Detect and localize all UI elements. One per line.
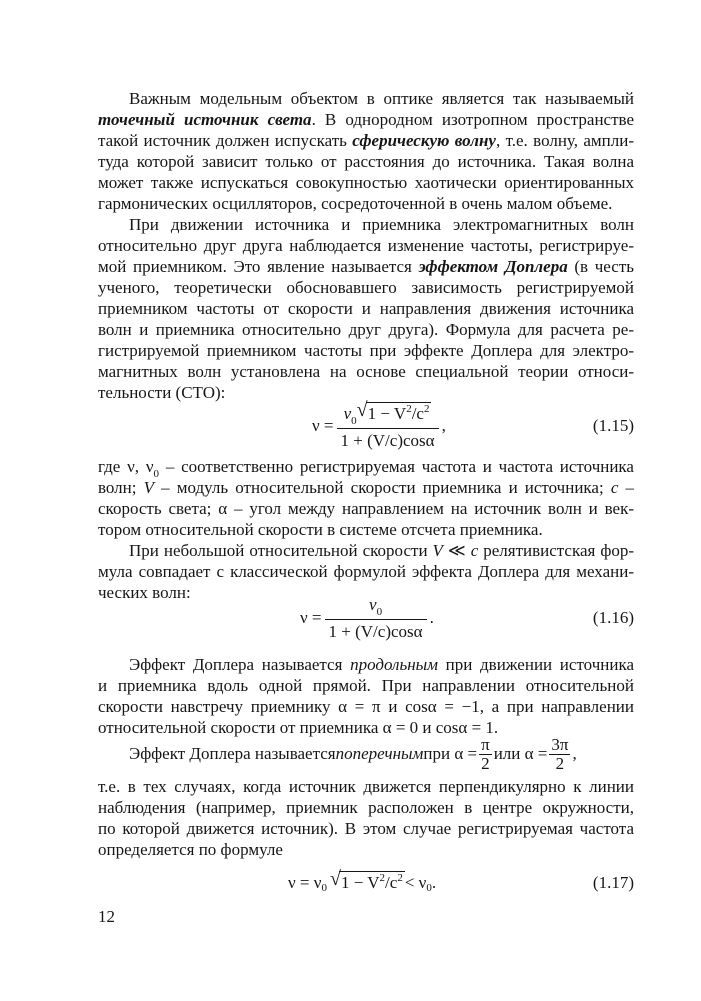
- p4-line-1: При небольшой относительной скорости V ≪ c релятивистская фор-: [129, 541, 634, 560]
- sqrt-symbol: √ $1 - V^2/c^2$: [357, 402, 432, 426]
- term-point-source: точечный источник света: [98, 110, 312, 129]
- p1-line-6: гармонических осцилляторов, сосредоточенной в очень малом объеме.: [98, 194, 613, 213]
- equation-number: (1.17): [592, 873, 634, 892]
- p5-line-4: относительной скорости от приемника α = 0 и cosα = 1.: [98, 718, 499, 737]
- p5-line-3: скорости навстречу приемнику α = π и cosα = −1, а при направлении: [98, 697, 634, 716]
- p5-line-1: Эффект Доплера называется продольным при движении источника: [129, 655, 635, 674]
- p6-line-1: Эффект Доплера называется поперечным при α = $\frac{\pi}{2}$ или α = $\frac{3\pi}{2}$ ,: [129, 734, 577, 773]
- p3-line-4: тором относительной скорости в системе отсчета приемника.: [98, 520, 543, 539]
- p1-line-5: может также испускаться совокупностью хаотически ориентированных: [98, 173, 634, 192]
- p2-line-3: мой приемником. Это явление называется эффектом Доплера (в честь: [98, 257, 635, 276]
- p3-line-3: скорость света; α – угол между направлением на источник волн и век-: [98, 499, 634, 518]
- p2-line-6: волн и приемника относительно друг друга). Формула для расчета ре-: [98, 320, 634, 339]
- p2-line-5: приемником частоты от скорости и направления движения источника: [98, 299, 634, 318]
- p2-line-9: тельности (СТО):: [98, 383, 226, 402]
- equation-1-16: ν = $\frac{\nu_0}{1 + (V/c)\cos\alpha}$ . (1.16): [300, 594, 634, 641]
- p6-line-3: наблюдения (например, приемник расположен в центре окружности,: [98, 798, 634, 817]
- p1-line-3: такой источник должен испускать сферическую волну, т.е. волну, ампли-: [98, 131, 634, 150]
- p5-line-2: и приемника вдоль одной прямой. При направлении относительной: [98, 676, 634, 695]
- eq116-fraction: $\frac{\nu_0}{1 + (V/c)\cos\alpha}$: [325, 595, 427, 642]
- p1-line-2: точечный источник света. В однородном изотропном пространстве: [98, 110, 634, 129]
- p6-line-4: по которой движется источник). В этом случае регистрируемая частота: [98, 819, 634, 838]
- p2-line-1: При движении источника и приемника электромагнитных волн: [129, 215, 634, 234]
- term-longitudinal: продольным: [350, 655, 438, 674]
- p6-line-5: определяется по формуле: [98, 840, 283, 859]
- p6-line-2: т.е. в тех случаях, когда источник движется перпендикулярно к линии: [98, 777, 634, 796]
- sqrt-symbol: √ $1 - V^2/c^2$: [330, 871, 405, 895]
- eq115-fraction: $\nu_0$ √ $1 - V^2/c^2$ 1 + (V/c)cosα: [337, 402, 439, 451]
- equation-1-15: ν = $\nu_0$ √ $1 - V^2/c^2$ 1 + (V/c)cosα , (1.15): [312, 398, 634, 450]
- p4-line-2: мула совпадает с классической формулой эффекта Доплера для механи-: [98, 562, 634, 581]
- fraction-pi-over-2: $\frac{\pi}{2}$: [481, 734, 490, 773]
- term-doppler-effect: эффектом Доплера: [418, 257, 568, 276]
- fraction-3pi-over-2: $\frac{3\pi}{2}$: [551, 734, 569, 773]
- p3-line-2: волн; V – модуль относительной скорости приемника и источника; c –: [98, 478, 634, 497]
- equation-1-17: ν = ν 0 √ $1 - V^2/c^2$ < ν 0 . (1.17): [288, 868, 634, 894]
- equation-number: (1.15): [592, 416, 634, 435]
- p2-line-8: магнитных волн установлена на основе специальной теории относи-: [98, 362, 634, 381]
- equation-number: (1.16): [592, 608, 634, 627]
- term-transverse: поперечным: [335, 744, 424, 763]
- page-number: 12: [98, 907, 115, 926]
- p1-line-1: Важным модельным объектом в оптике является так называемый: [129, 89, 634, 108]
- p3-line-1: где ν, $\nu_0$ – соответственно регистрируемая частота и частота источника: [98, 457, 634, 480]
- term-spherical-wave: сферическую волну: [352, 131, 496, 150]
- p2-line-2: относительно друг друга наблюдается изменение частоты, регистрируе-: [98, 236, 634, 255]
- p1-line-4: туда которой зависит только от расстояния до источника. Такая волна: [98, 152, 634, 171]
- p4-line-3: ческих волн:: [98, 583, 191, 602]
- p2-line-4: ученого, теоретически обосновавшего зависимость регистрируемой: [98, 278, 634, 297]
- p2-line-7: гистрируемой приемником частоты при эффекте Доплера для электро-: [98, 341, 634, 360]
